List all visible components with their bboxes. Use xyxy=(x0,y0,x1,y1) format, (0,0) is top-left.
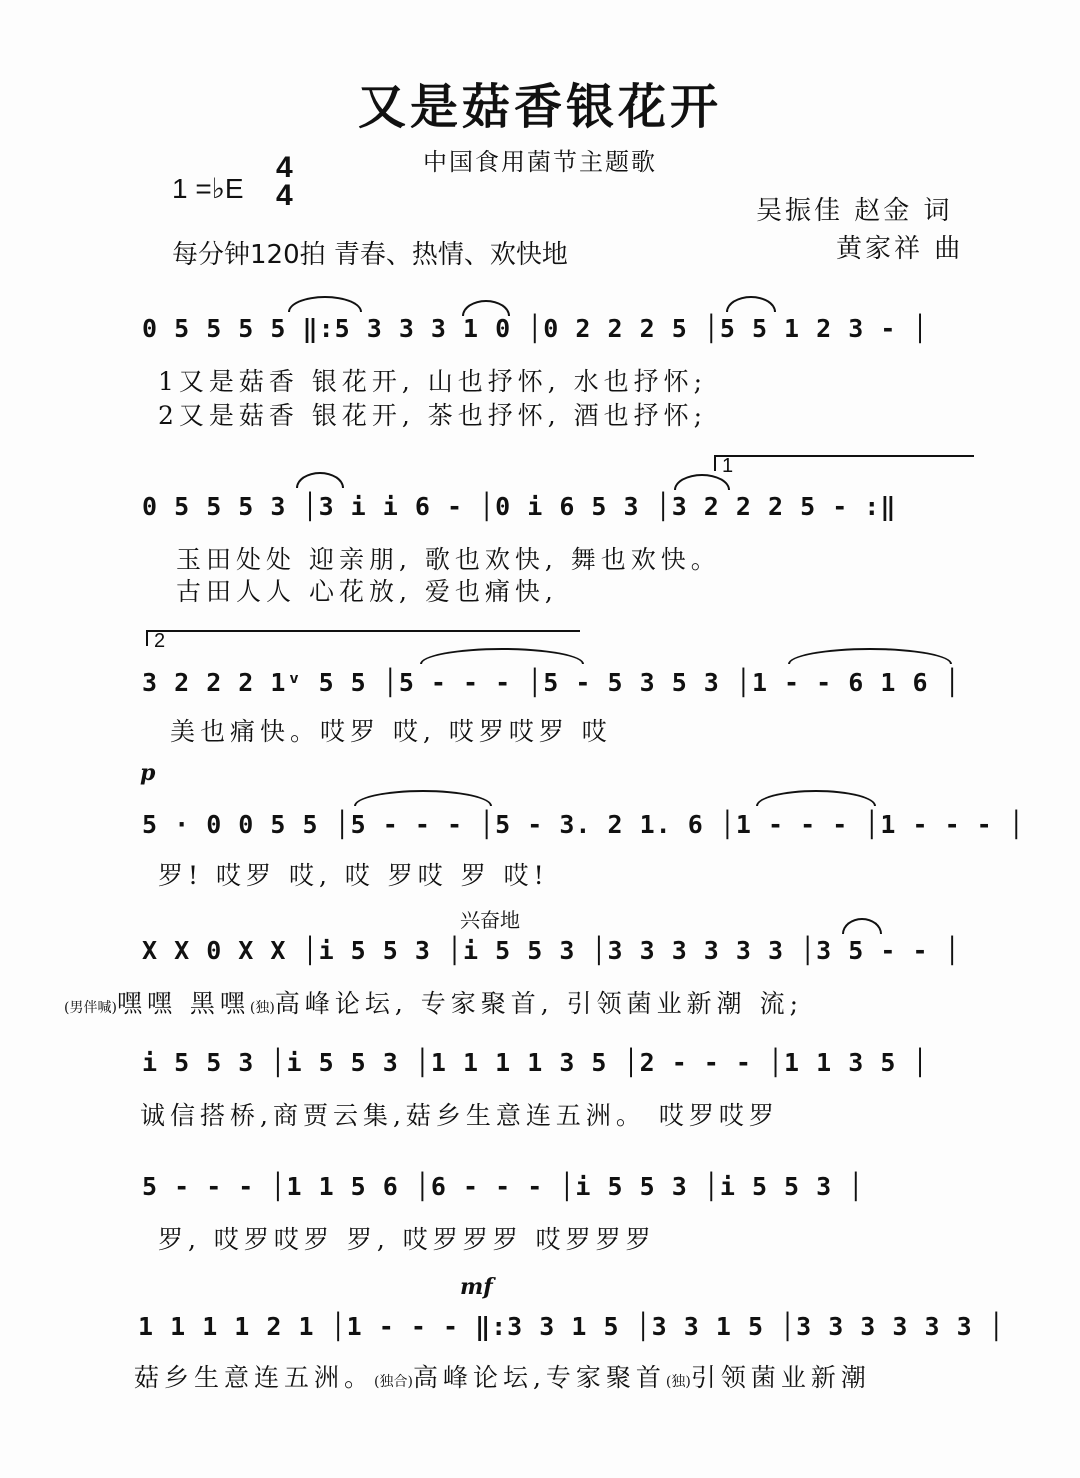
time-signature-bottom: 4 xyxy=(276,179,293,212)
role-label: (独合) xyxy=(374,1374,413,1390)
notation-line-8: 1 1 1 1 2 1 │1 - - - ‖:3 3 1 5 │3 3 1 5 │3 3 3 3 3 3 │ xyxy=(138,1312,1005,1341)
lyric-line-1b: 2又是菇香 银花开, 茶也抒怀, 酒也抒怀; xyxy=(158,401,708,430)
slur xyxy=(296,472,344,488)
time-signature-top: 4 xyxy=(276,151,293,184)
slur xyxy=(756,790,876,806)
slur xyxy=(288,296,362,312)
composer-credit: 黄家祥 曲 xyxy=(836,234,964,264)
volta-bracket-2 xyxy=(146,630,580,652)
lyricist-credit: 吴振佳 赵金 词 xyxy=(756,196,953,226)
slur xyxy=(842,918,882,934)
lyric-line-7: 罗, 哎罗哎罗 罗, 哎罗罗罗 哎罗罗罗 xyxy=(158,1225,656,1254)
lyric-line-1a: 1又是菇香 银花开, 山也抒怀, 水也抒怀; xyxy=(158,367,708,396)
notation-line-1: 0 5 5 5 5 ‖:5 3 3 3 1 0 │0 2 2 2 5 │5 5 1 2 3 - │ xyxy=(142,314,929,343)
volta-bracket-1 xyxy=(714,455,974,477)
slur xyxy=(420,648,584,664)
lyric-line-2b: 古田人人 心花放, 爱也痛快, xyxy=(176,577,558,606)
volta-number: 2 xyxy=(154,630,166,652)
lyric-segment: 引领菌业新潮 xyxy=(690,1363,871,1392)
notation-line-6: i 5 5 3 │i 5 5 3 │1 1 1 1 3 5 │2 - - - │1 1 3 5 │ xyxy=(142,1048,929,1077)
lyric-line-8 xyxy=(134,1358,871,1394)
lyric-line-3: 美也痛快。哎罗 哎, 哎罗哎罗 哎 xyxy=(170,717,612,746)
lyric-line-2a: 玉田处处 迎亲朋, 歌也欢快, 舞也欢快。 xyxy=(176,545,721,574)
expression-marking: 兴奋地 xyxy=(460,908,520,932)
lyric-segment: 高峰论坛,专家聚首 xyxy=(412,1363,666,1392)
dynamic-marking: p xyxy=(140,760,156,786)
slur xyxy=(788,648,952,664)
lyric-segment: 嘿嘿 黑嘿 xyxy=(116,989,250,1018)
notation-line-2: 0 5 5 5 3 │3 i i 6 - │0 i 6 5 3 │3 2 2 2 5 - :‖ xyxy=(142,492,897,521)
lyric-segment: 菇乡生意连五洲。 xyxy=(134,1363,375,1392)
lyric-segment: 高峰论坛, 专家聚首, 引领菌业新潮 流; xyxy=(274,989,803,1018)
song-subtitle: 中国食用菌节主题歌 xyxy=(423,148,657,176)
role-label: (独) xyxy=(249,1000,275,1016)
notation-line-7: 5 - - - │1 1 5 6 │6 - - - │i 5 5 3 │i 5 5 3 │ xyxy=(142,1172,865,1201)
time-signature xyxy=(276,151,293,212)
dynamic-marking: mf xyxy=(460,1274,493,1300)
song-title: 又是菇香银花开 xyxy=(357,79,722,135)
volta-number: 1 xyxy=(722,455,734,477)
lyric-line-5 xyxy=(64,984,803,1020)
slur xyxy=(726,296,776,312)
notation-line-5: X X 0 X X │i 5 5 3 │i 5 5 3 │3 3 3 3 3 3 │3 5 - - │ xyxy=(142,936,961,965)
tempo-marking: 每分钟120拍 青春、热情、欢快地 xyxy=(172,240,568,270)
lyric-line-4: 罗! 哎罗 哎, 哎 罗哎 罗 哎! xyxy=(158,861,549,890)
notation-line-3: 3 2 2 2 1ᵛ 5 5 │5 - - - │5 - 5 3 5 3 │1 - - 6 1 6 │ xyxy=(142,668,961,697)
role-label: (男伴喊) xyxy=(64,1000,117,1016)
lyric-line-6: 诚信搭桥,商贾云集,菇乡生意连五洲。 哎罗哎罗 xyxy=(140,1101,779,1130)
slur xyxy=(354,790,492,806)
notation-line-4: 5 · 0 0 5 5 │5 - - - │5 - 3. 2 1. 6 │1 - - - │1 - - - │ xyxy=(142,810,1025,839)
key-signature: 1 =♭E xyxy=(172,173,244,204)
role-label: (独) xyxy=(665,1374,691,1390)
